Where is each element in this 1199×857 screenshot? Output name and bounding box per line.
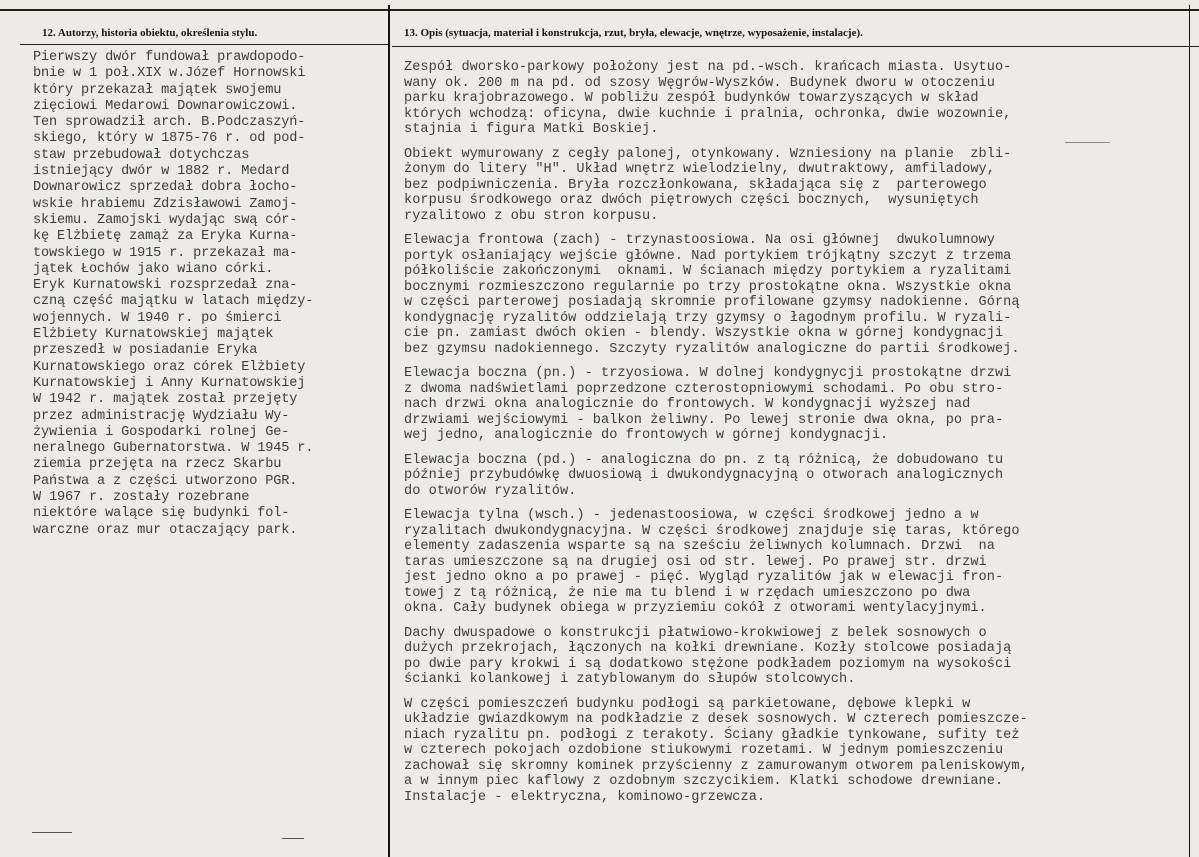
history-line: W 1942 r. majątek został przejęty xyxy=(33,392,298,408)
history-line: Eryk Kurnatowski rozsprzedał zna- xyxy=(33,278,298,294)
description-line: kondygnację ryzalitów oddzielają trzy gzymsy o łagodnym profilu. W ryzali- xyxy=(404,310,1012,326)
history-line: wojennych. W 1940 r. po śmierci xyxy=(33,310,282,326)
history-line: Pierwszy dwór fundował prawdopodo- xyxy=(33,50,306,65)
description-line: których wchodzą: oficyna, dwie kuchnie i pralnia, ochronka, dwie wozownie, xyxy=(404,106,1012,122)
description-line: żonym do litery "H". Układ wnętrz wielodzielny, dwutraktowy, amfiladowy, xyxy=(404,162,995,177)
description-paragraph xyxy=(404,60,1174,138)
description-line: Zespół dworsko-parkowy położony jest na pd.-wsch. krańcach miasta. Usytuo- xyxy=(404,60,1012,75)
history-line: Elżbiety Kurnatowskiej majątek xyxy=(33,327,274,343)
description-line: dużych przekrojach, łączonych na kołki drewniane. Kozły stolcowe posiadają xyxy=(404,641,1012,656)
history-line: Downarowicz sprzedał dobra łocho- xyxy=(33,180,298,196)
description-line: w części parterowej posiadają skromnie profilowane gzymsy nadokienne. Górną xyxy=(404,295,1020,310)
history-line: niektóre walące się budynki fol- xyxy=(33,506,290,522)
description-line: do otworów ryzalitów. xyxy=(404,483,577,499)
description-line: Obiekt wymurowany z cegły palonej, otynkowany. Wzniesiony na planie zbli- xyxy=(404,146,1012,162)
heading-rule-left xyxy=(20,44,388,45)
description-line: Elewacja frontowa (zach) - trzynastoosiowa. Na osi głównej dwukolumnowy xyxy=(404,233,995,248)
description-line: jest jedno okno a po prawej - pięć. Wygląd ryzalitów jak w elewacji fron- xyxy=(404,570,1004,585)
description-line: układzie gwiazdkowym na podkładzie z desek sosnowych. W czterech pomieszcze- xyxy=(404,712,1028,727)
history-line: przeszedł w posiadanie Eryka xyxy=(33,343,258,359)
description-line: półkoliście zakończonymi oknami. W ścianach między portykiem a ryzalitami xyxy=(404,264,1012,279)
history-line: W 1967 r. zostały rozebrane xyxy=(33,490,250,506)
heading-rule-right xyxy=(392,46,1199,47)
description-line: drzwiami wejściowymi - balkon żeliwny. Po lewej stronie dwa okna, po pra- xyxy=(404,412,1004,428)
description-paragraph xyxy=(404,697,1174,806)
history-line: warczne oraz mur otaczający park. xyxy=(33,522,298,538)
description-line: parku krajobrazowego. W pobliżu zespół budynków towarzyszących w skład xyxy=(404,91,979,106)
description-line: bez podpiwniczenia. Bryła rozczłonkowana, składająca się z parterowego xyxy=(404,177,987,193)
history-line: skiego, który w 1875-76 r. od pod- xyxy=(33,131,306,147)
description-text xyxy=(404,60,1174,814)
history-line: czną część majątku w latach między- xyxy=(33,294,314,310)
description-line: ryzalitowo z obu stron korpusu. xyxy=(404,208,659,224)
description-line: wej jedno, analogicznie do frontowych w górnej kondygnacji. xyxy=(404,428,889,443)
description-line: Elewacja tylna (wsch.) - jedenastoosiowa, w części środkowej jedno a w xyxy=(404,508,979,523)
description-line: ścianki kolankowej i zatyblowanym do słupów stolcowych. xyxy=(404,672,856,687)
history-line: istniejący dwór w 1882 r. Medard xyxy=(33,164,290,180)
history-line: neralnego Gubernatorstwa. W 1945 r. xyxy=(33,441,314,457)
history-line: zięciowi Medarowi Downarowiczowi. xyxy=(33,98,298,114)
column-divider xyxy=(388,5,390,857)
description-line: a w innym piec kaflowy z ozdobnym szczycikiem. Klatki schodowe drewniane. xyxy=(404,774,1004,789)
description-line: stajnia i figura Matki Boskiej. xyxy=(404,122,659,137)
description-line: bez gzymsu nadokiennego. Szczyty ryzalitów analogiczne do partii środkowej. xyxy=(404,341,1020,357)
history-line: towskiego w 1915 r. przekazał ma- xyxy=(33,245,298,261)
description-line: nach drzwi okna analogicznie do frontowych. W kondygnacji wyższej nad xyxy=(404,397,971,412)
description-paragraph xyxy=(404,626,1174,688)
history-line: żywienia i Gospodarki rolnej Ge- xyxy=(33,424,290,440)
history-line: Kurnatowskiej i Anny Kurnatowskiej xyxy=(33,375,306,391)
description-line: cie pn. zamiast dwóch okien - blendy. Wszystkie okna w górnej kondygnacji xyxy=(404,326,1004,341)
history-line: jątek Łochów jako wiano córki. xyxy=(33,261,274,277)
description-paragraph xyxy=(404,233,1174,357)
history-line: kę Elżbietę zamąż za Eryka Kurna- xyxy=(33,229,298,245)
description-line: po dwie pary krokwi i są dodatkowo stężone podkładem poziomym na wysokości xyxy=(404,656,1012,672)
description-line: Instalacje - elektryczna, kominowo-grzewcza. xyxy=(404,789,766,805)
description-line: portyk osłaniający wejście główne. Nad portykiem trójkątny szczyt z trzema xyxy=(404,248,1012,264)
description-paragraph xyxy=(404,366,1174,444)
description-line: wany ok. 200 m na pd. od szosy Węgrów-Wyszków. Budynek dworu w otoczeniu xyxy=(404,75,995,91)
history-line: ziemia przejęta na rzecz Skarbu xyxy=(33,457,282,473)
description-line: bocznymi rozmieszczono regularnie po trzy prostokątne okna. Wszystkie okna xyxy=(404,279,1012,295)
description-line: z dwoma nadświetlami poprzedzone czterostopniowymi schodami. Po obu stro- xyxy=(404,381,1004,397)
history-line: Ten sprowadził arch. B.Podczaszyń- xyxy=(33,115,306,131)
history-line: bnie w 1 poł.XIX w.Józef Hornowski xyxy=(33,66,306,82)
description-line: towej z tą różnicą, że nie ma tu blend i w rzędach umieszczono po dwa xyxy=(404,585,971,601)
right-edge xyxy=(1189,5,1190,857)
history-line: który przekazał majątek swojemu xyxy=(33,82,282,98)
description-line: korpusu środkowego oraz dwóch piętrowych części bocznych, wysuniętych xyxy=(404,193,979,208)
right-section-heading: 13. Opis (sytuacja, materiał i konstrukcja, rzut, bryła, elewacje, wnętrze, wyposażenie, instalacje). xyxy=(404,27,863,39)
history-text xyxy=(33,50,388,539)
description-line: Dachy dwuspadowe o konstrukcji płatwiowo-krokwiowej z belek sosnowych o xyxy=(404,625,987,641)
history-line: wskie hrabiemu Zdzisławowi Zamoj- xyxy=(33,196,298,212)
description-line: ryzalitach dwukondygnacyjna. W części środkowej znajduje się taras, którego xyxy=(404,523,1020,539)
history-line: Państwa a z części utworzono PGR. xyxy=(33,473,298,489)
top-rule xyxy=(0,9,1199,11)
description-line: Elewacja boczna (pn.) - trzyosiowa. W dolnej kondygnycji prostokątne drzwi xyxy=(404,366,1012,381)
description-line: Elewacja boczna (pd.) - analogiczna do pn. z tą różnicą, że dobudowano tu xyxy=(404,452,1004,468)
history-line: przez administrację Wydziału Wy- xyxy=(33,408,290,424)
description-line: później przybudówkę dwuosiową i dwukondygnacyjną o otworach analogicznych xyxy=(404,468,1004,483)
history-line: staw przebudował dotychczas xyxy=(33,147,250,163)
description-line: elementy zadaszenia wsparte są na sześciu żeliwnych kolumnach. Drzwi na xyxy=(404,539,995,554)
bottom-mark-mid xyxy=(282,838,304,839)
history-line: skiemu. Zamojski wydając swą cór- xyxy=(33,212,298,228)
description-line: zachował się skromny kominek przyścienny z zamurowanym otworem paleniskowym, xyxy=(404,758,1028,774)
description-line: W części pomieszczeń budynku podłogi są parkietowane, dębowe klepki w xyxy=(404,696,971,712)
description-line: taras umieszczone są na drugiej osi od str. lewej. Po prawej str. drzwi xyxy=(404,554,987,570)
description-line: okna. Cały budynek obiega w przyziemiu cokół z otworami wentylacyjnymi. xyxy=(404,601,987,616)
description-line: niach ryzalitu pn. podłogi z terakoty. Ściany gładkie tynkowane, sufity też xyxy=(404,727,1020,743)
description-paragraph xyxy=(404,508,1174,617)
bottom-mark-left xyxy=(32,832,72,833)
description-line: w czterech pokojach ozdobione stiukowymi rozetami. W jednym pomieszczeniu xyxy=(404,743,1004,758)
history-line: Kurnatowskiego oraz córek Elżbiety xyxy=(33,359,306,375)
left-section-heading: 12. Autorzy, historia obiektu, określenia stylu. xyxy=(42,27,258,39)
description-paragraph xyxy=(404,453,1174,500)
description-paragraph xyxy=(404,147,1174,225)
